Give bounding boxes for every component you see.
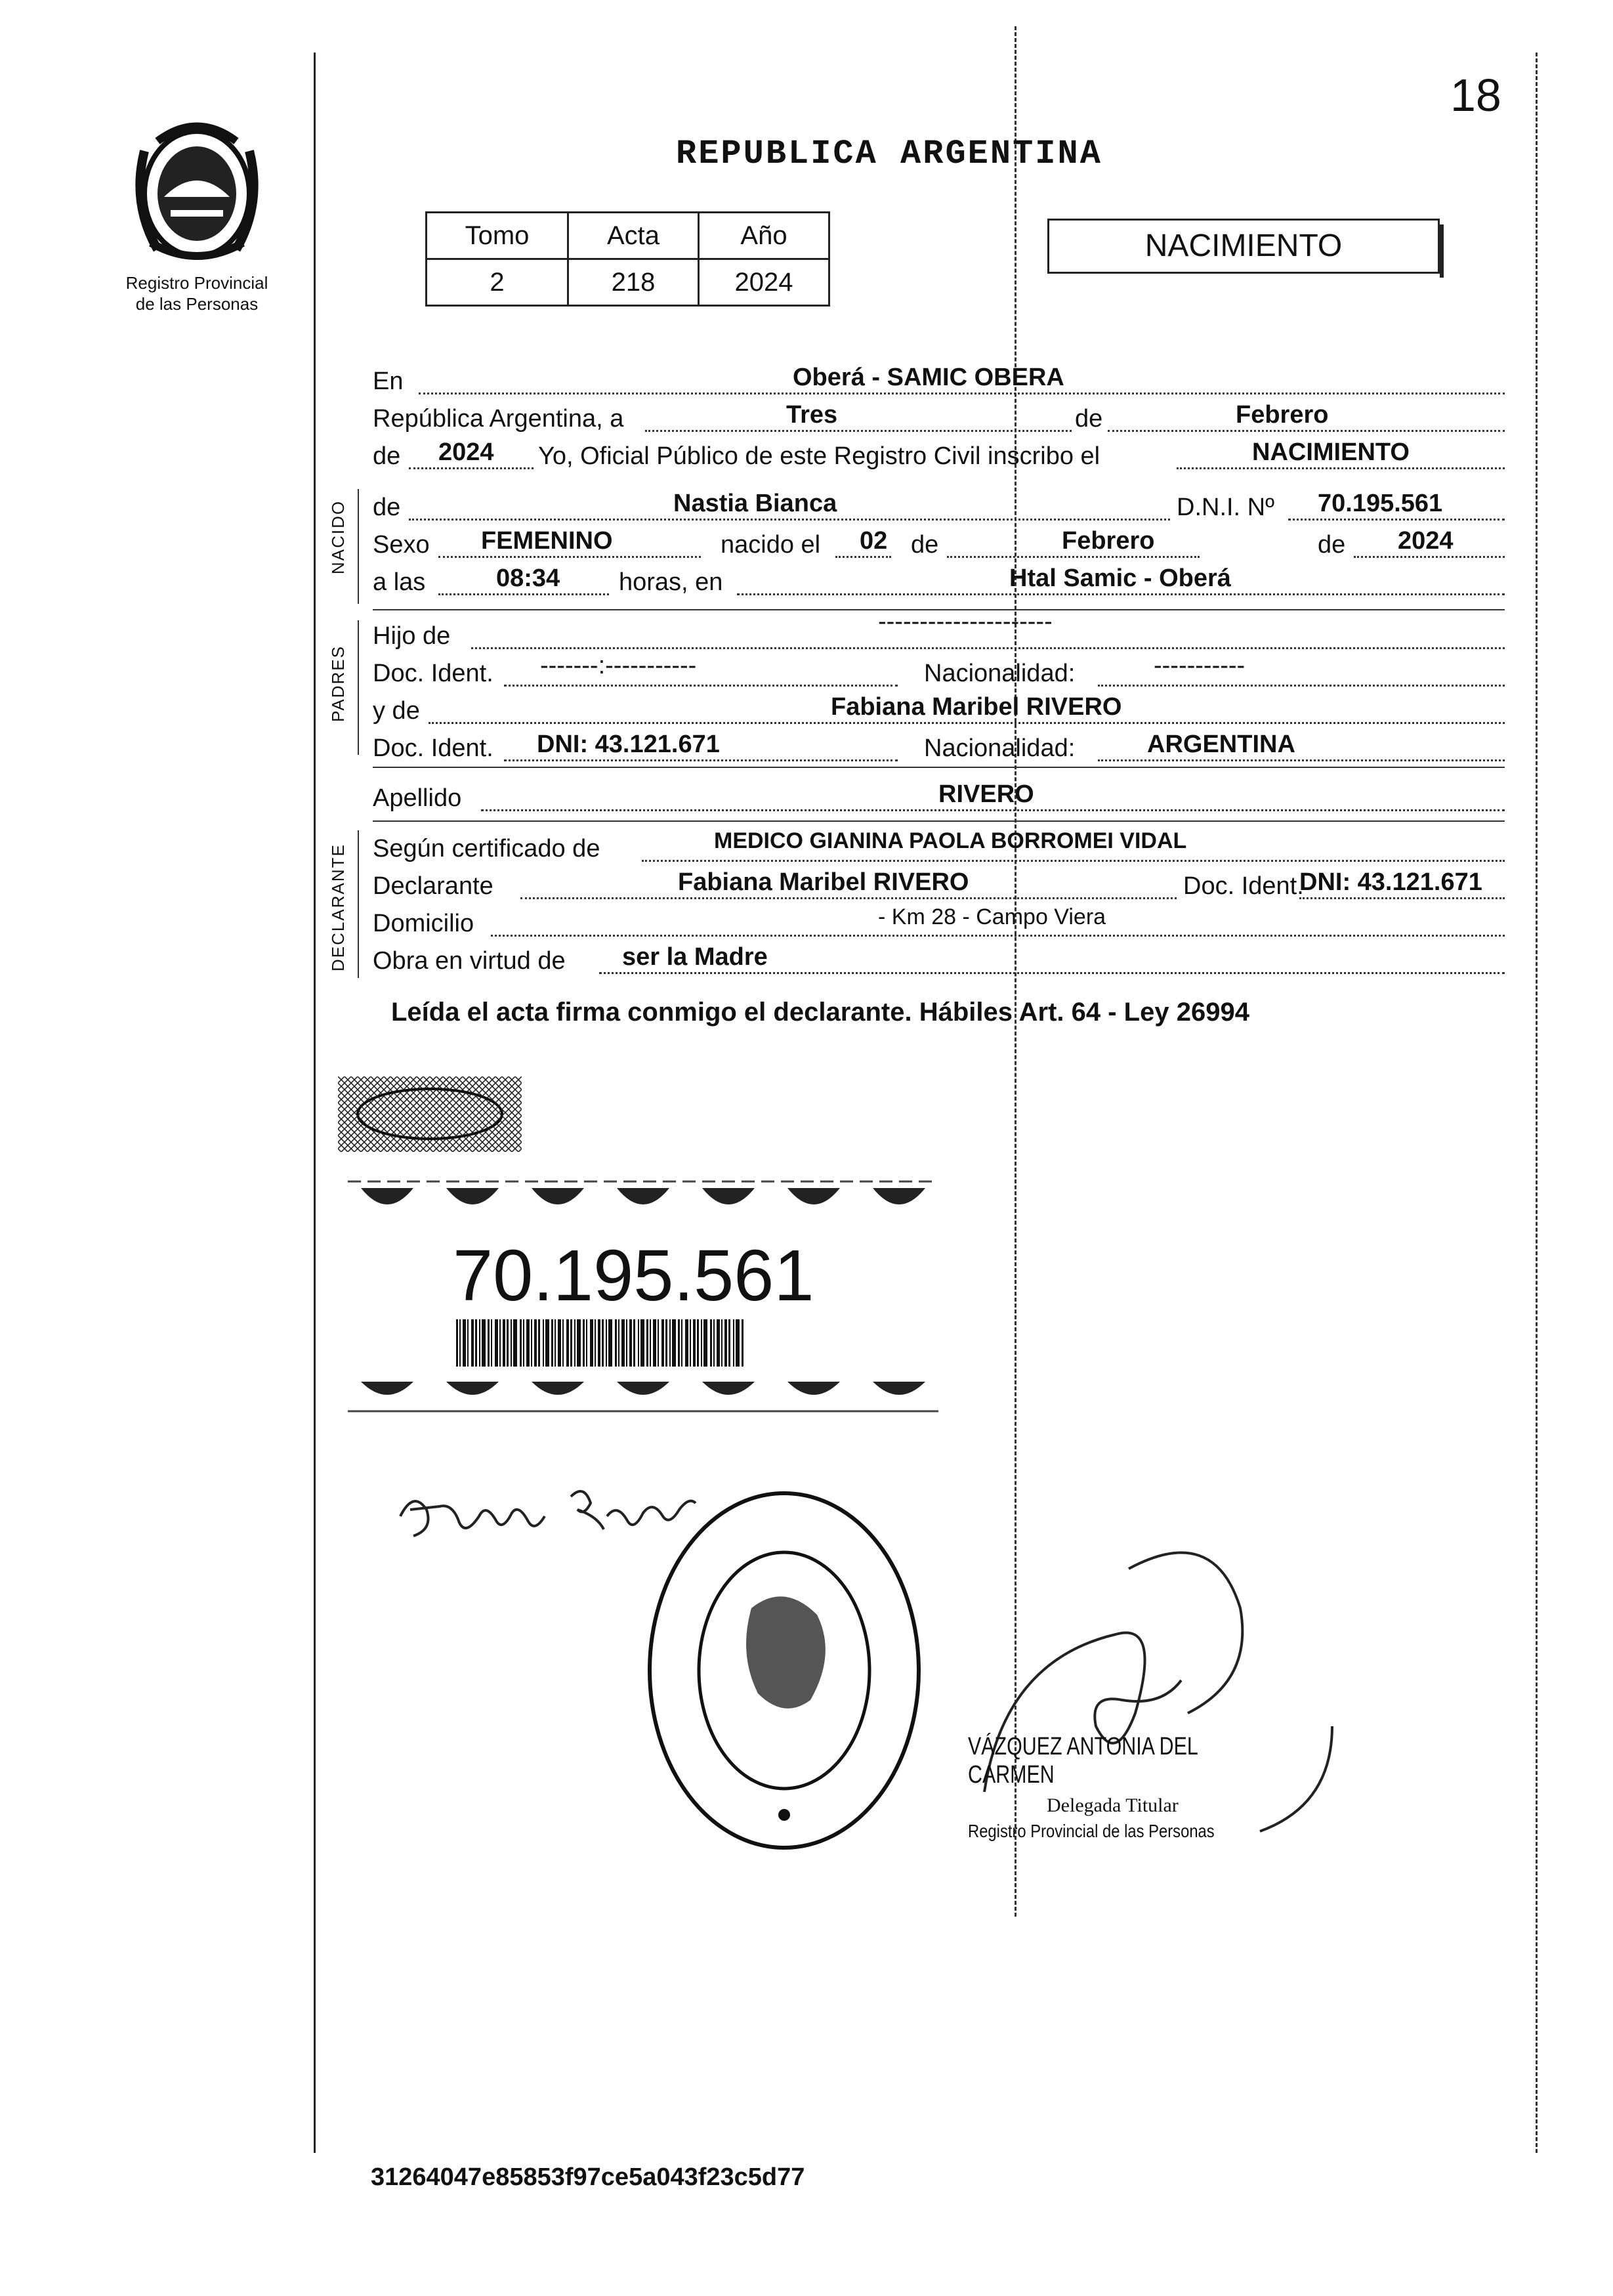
apellido-value: RIVERO [938,780,1034,808]
sexo-label: Sexo [373,531,430,559]
horas-label: horas, en [619,568,723,596]
security-hologram [338,1076,522,1155]
de-label: de [1075,405,1103,433]
domicilio-value: - Km 28 - Campo Viera [878,904,1106,929]
de-anio-label: de [373,442,401,470]
record-type-box: NACIMIENTO [1047,219,1440,274]
officer-role: Delegada Titular [1047,1795,1179,1816]
line-en [373,364,1505,402]
nacido-bracket [358,489,359,604]
dni-value: 70.195.561 [1318,490,1443,517]
nac2-label: Nacionalidad: [924,734,1076,762]
nac-dia: 02 [860,527,888,555]
alas-label: a las [373,568,426,596]
cert-value: MEDICO GIANINA PAOLA BORROMEI VIDAL [714,828,1187,853]
officer-name: VÁZQUEZ ANTONIA DEL CARMEN [968,1733,1198,1789]
tomo-acta-anio-table [425,211,830,307]
declarante-label: Declarante [373,872,493,900]
left-margin-line [314,53,316,2153]
anio-label: Año [699,213,829,259]
dni-barcode [456,1319,751,1370]
document-title: REPUBLICA ARGENTINA [676,135,1102,173]
official-stamp [640,1483,929,1861]
hijo-value: --------------------- [878,608,1053,635]
doc2-value: DNI: 43.121.671 [537,731,720,758]
acta-value: 218 [568,259,699,306]
de-label-3: de [911,531,939,559]
page-number: 18 [1450,70,1501,121]
line-doc2 [373,731,1505,769]
coat-of-arms-icon [118,112,276,269]
document-hash: 31264047e85853f97ce5a043f23c5d77 [371,2163,805,2191]
sexo-value: FEMENINO [481,527,613,555]
republica-label: República Argentina, a [373,405,624,433]
madre-value: Fabiana Maribel RIVERO [831,693,1122,721]
logo-caption-line2: de las Personas [135,294,259,314]
mes-texto: Febrero [1236,401,1329,429]
officer-block [968,1733,1335,1842]
nac-anio: 2024 [1398,527,1454,555]
en-label: En [373,368,404,395]
hijo-label: Hijo de [373,622,451,650]
doc3-value: DNI: 43.121.671 [1299,868,1482,896]
officer-org: Registro Provincial de las Personas [968,1821,1215,1841]
closing-statement: Leída el acta firma conmigo el declarante. Hábiles Art. 64 - Ley 26994 [391,998,1249,1027]
line-republica [373,401,1505,439]
hora-value: 08:34 [496,564,560,592]
anio-value: 2024 [699,259,829,306]
line-obra [373,943,1505,981]
wave-border-icon [348,1375,938,1414]
registry-seal-icon [640,1483,929,1858]
barcode-icon [456,1319,751,1367]
de-label-4: de [1318,531,1346,559]
doc2-label: Doc. Ident. [373,734,493,762]
en-value: Oberá - SAMIC OBERA [793,364,1064,391]
acta-label: Acta [568,213,699,259]
nac2-value: ARGENTINA [1147,731,1295,758]
obra-value: ser la Madre [622,943,768,971]
line-hora [373,564,1505,603]
logo-caption-line1: Registro Provincial [125,273,268,293]
dia-texto: Tres [786,401,838,429]
nombre-label: de [373,494,401,521]
sticker-bottom-border [348,1375,938,1418]
cert-label: Según certificado de [373,835,600,862]
anio-texto: 2024 [438,438,494,466]
lugar-value: Htal Samic - Oberá [1009,564,1231,592]
nacido-label: nacido el [721,531,821,559]
line-nombre [373,490,1505,528]
side-label-nacido: NACIDO [328,500,348,574]
province-logo [118,112,276,272]
logo-caption [98,272,295,314]
line-certificado [373,828,1505,869]
yde-label: y de [373,697,420,725]
separator-2 [373,767,1505,768]
line-anio [373,438,1505,477]
doc1-label: Doc. Ident. [373,660,493,687]
declarante-value: Fabiana Maribel RIVERO [678,868,969,896]
line-sexo [373,527,1505,565]
oficial-text: Yo, Oficial Público de este Registro Civil inscribo el [538,442,1100,470]
doc3-label: Doc. Ident. [1183,872,1304,900]
nac1-label: Nacionalidad: [924,660,1076,687]
nombre-value: Nastia Bianca [673,490,837,517]
wave-border-icon [348,1175,938,1224]
domicilio-label: Domicilio [373,910,474,937]
separator-3 [373,820,1505,822]
nac-mes: Febrero [1062,527,1155,555]
line-apellido [373,780,1505,818]
apellido-label: Apellido [373,784,462,812]
padres-bracket [358,620,359,755]
obra-label: Obra en virtud de [373,947,566,975]
side-label-declarante: DECLARANTE [328,843,348,971]
right-margin-line [1536,53,1538,2153]
declarante-bracket [358,830,359,978]
line-domicilio [373,904,1505,944]
doc1-value: -------:----------- [540,652,697,679]
sticker-top-border [348,1175,938,1227]
line-doc1 [373,652,1505,694]
line-madre [373,693,1505,731]
dni-label: D.N.I. Nº [1177,494,1274,521]
tomo-label: Tomo [427,213,568,259]
side-label-padres: PADRES [328,645,348,722]
hologram-pattern-icon [338,1076,522,1152]
tomo-value: 2 [427,259,568,306]
nac1-value: ----------- [1154,652,1246,679]
line-declarante [373,868,1505,906]
inscribe-value: NACIMIENTO [1252,438,1410,466]
dni-sticker-number: 70.195.561 [453,1235,814,1316]
